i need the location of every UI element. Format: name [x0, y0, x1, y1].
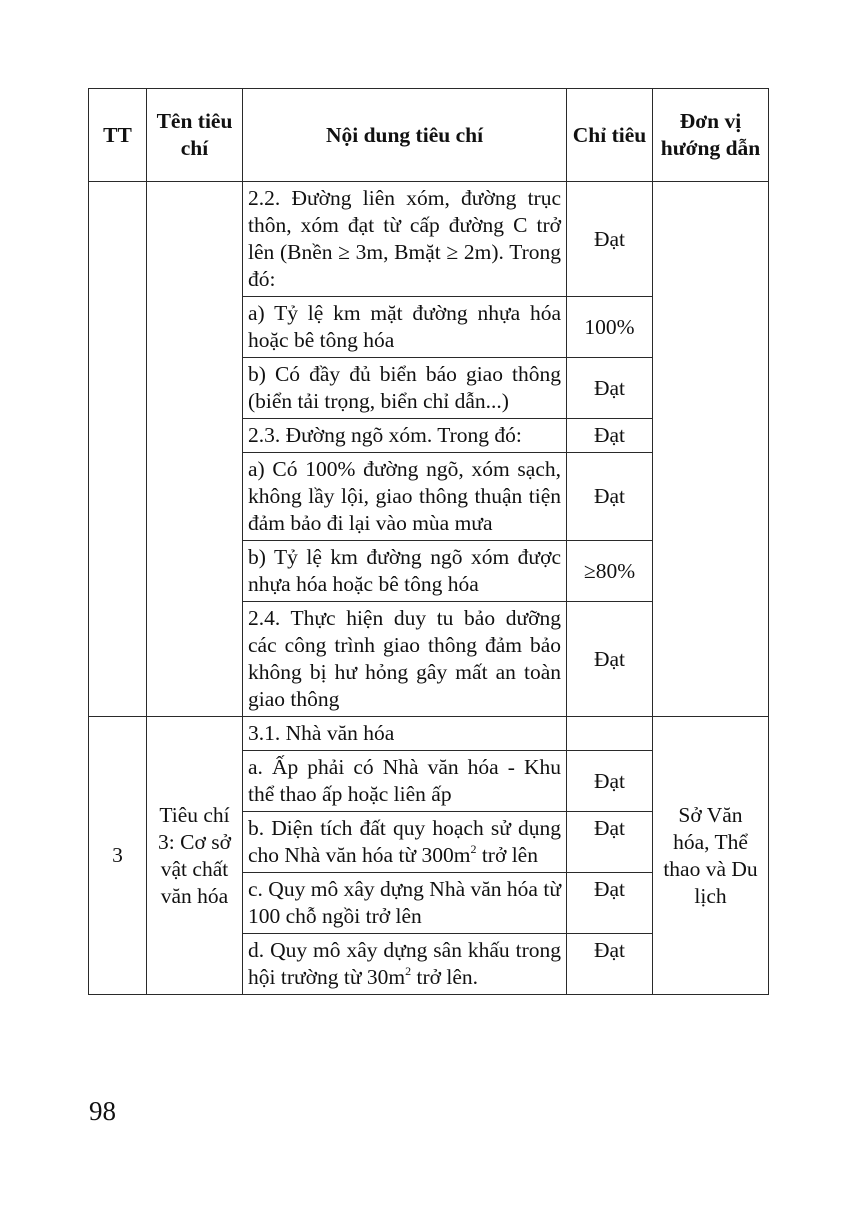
target-cell: Đạt — [567, 934, 653, 995]
target-cell: 100% — [567, 297, 653, 358]
table-row — [89, 717, 769, 751]
header-row — [89, 89, 769, 182]
header-content: Nội dung tiêu chí — [243, 89, 567, 182]
table-row — [89, 182, 769, 297]
content-text: b. Diện tích đất quy hoạch sử dụng cho Nhà văn hóa từ 300m — [248, 816, 561, 867]
content-cell: 3.1. Nhà văn hóa — [243, 717, 567, 751]
content-cell: c. Quy mô xây dựng Nhà văn hóa từ 100 chỗ ngồi trở lên — [243, 873, 567, 934]
tt-cell: 3 — [89, 717, 147, 995]
header-unit: Đơn vị hướng dẫn — [653, 89, 769, 182]
header-name: Tên tiêu chí — [147, 89, 243, 182]
target-cell: Đạt — [567, 751, 653, 812]
content-cell: 2.2. Đường liên xóm, đường trục thôn, xóm đạt từ cấp đường C trở lên (Bnền ≥ 3m, Bmặt ≥ 2m). Trong đó: — [243, 182, 567, 297]
target-cell: Đạt — [567, 358, 653, 419]
content-cell — [243, 812, 567, 873]
content-cell: a) Có 100% đường ngõ, xóm sạch, không lầy lội, giao thông thuận tiện đảm bảo đi lại vào mùa mưa — [243, 453, 567, 541]
target-cell: Đạt — [567, 419, 653, 453]
header-target: Chỉ tiêu — [567, 89, 653, 182]
criteria-table — [88, 88, 769, 995]
target-cell: Đạt — [567, 453, 653, 541]
content-text: trở lên — [476, 843, 538, 867]
content-cell: b) Có đầy đủ biển báo giao thông (biển tải trọng, biển chỉ dẫn...) — [243, 358, 567, 419]
content-cell: a) Tỷ lệ km mặt đường nhựa hóa hoặc bê tông hóa — [243, 297, 567, 358]
target-cell: ≥80% — [567, 541, 653, 602]
criterion-name-cell: Tiêu chí 3: Cơ sở vật chất văn hóa — [147, 717, 243, 995]
content-cell: 2.3. Đường ngõ xóm. Trong đó: — [243, 419, 567, 453]
content-cell: a. Ấp phải có Nhà văn hóa - Khu thể thao ấp hoặc liên ấp — [243, 751, 567, 812]
target-cell: Đạt — [567, 602, 653, 717]
content-cell — [243, 934, 567, 995]
superscript: 2 — [470, 842, 477, 856]
tt-cell-empty — [89, 182, 147, 717]
target-cell: Đạt — [567, 873, 653, 934]
target-cell — [567, 717, 653, 751]
content-cell: 2.4. Thực hiện duy tu bảo dưỡng các công trình giao thông đảm bảo không bị hư hỏng gây mất an toàn giao thông — [243, 602, 567, 717]
name-cell-empty — [147, 182, 243, 717]
superscript: 2 — [405, 964, 412, 978]
content-text: d. Quy mô xây dựng sân khấu trong hội trường từ 30m — [248, 938, 561, 989]
page-number: 98 — [89, 1096, 116, 1126]
target-cell: Đạt — [567, 182, 653, 297]
unit-cell: Sở Văn hóa, Thể thao và Du lịch — [653, 717, 769, 995]
target-cell: Đạt — [567, 812, 653, 873]
content-cell: b) Tỷ lệ km đường ngõ xóm được nhựa hóa hoặc bê tông hóa — [243, 541, 567, 602]
unit-cell-empty — [653, 182, 769, 717]
content-text: trở lên. — [411, 965, 479, 989]
header-tt: TT — [89, 89, 147, 182]
